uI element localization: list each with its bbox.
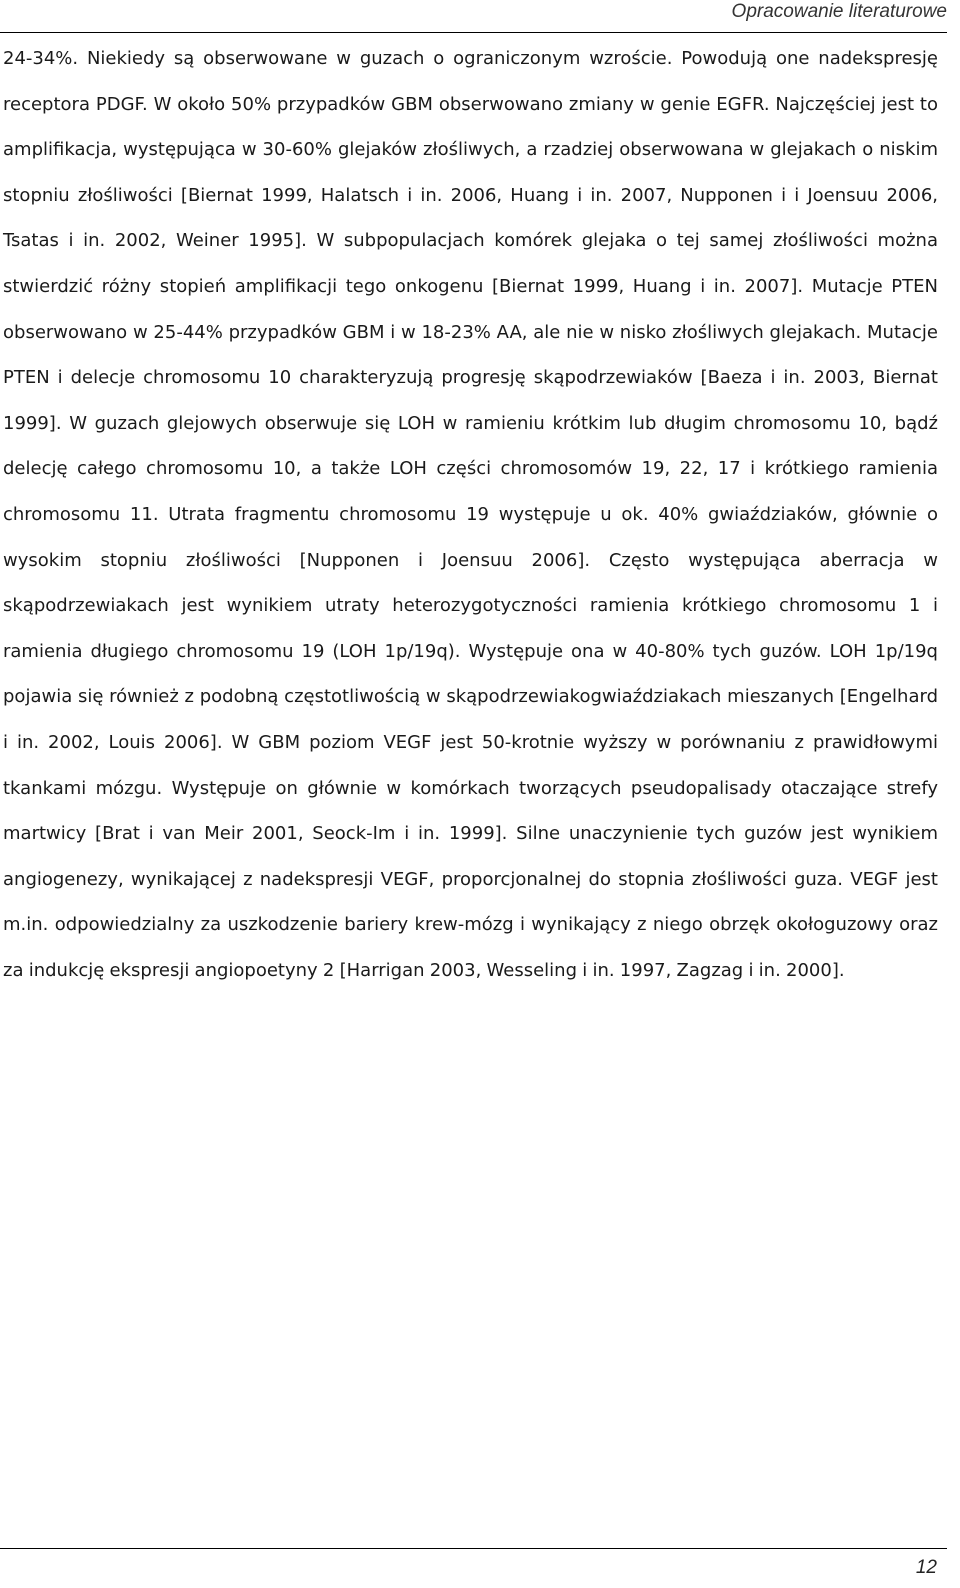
page-header <box>0 0 947 33</box>
main-paragraph <box>3 36 938 993</box>
running-header-title: Opracowanie literaturowe <box>731 1 947 22</box>
text-segment-3: Mutacje PTEN obserwowano w 25-44% przypadków GBM i w 18-23% AA, ale nie w nisko złośliwych glejakach. <box>3 275 938 343</box>
text-segment-13: VEGF jest m.in. odpowiedzialny za uszkodzenie bariery krew-mózg i wynikający z niego obrzęk okołoguzowy oraz za indukcję ekspresji angiopoetyny 2 [Harrigan 2003, Wesseling i in. 1997, Zagzag i in. 2000]. <box>3 868 938 981</box>
text-segment-9: LOH 1p/19q pojawia się również z podobną częstotliwością w skąpodrzewiakogwiaździakach mieszanych [Engelhard i in. 2002, Louis 2006]. <box>3 640 938 753</box>
text-segment-10: W GBM poziom VEGF jest 50-krotnie wyższy w porównaniu z prawidłowymi tkankami mózgu. <box>3 731 938 799</box>
page-number: 12 <box>915 1557 937 1578</box>
header-rule <box>0 32 947 33</box>
text-segment-7: Często występująca aberracja w skąpodrzewiakach jest wynikiem utraty heterozygotyczności ramienia krótkiego chromosomu 1 i ramienia długiego chromosomu 19 (LOH 1p/19q). <box>3 549 938 662</box>
text-segment-2: W subpopulacjach komórek glejaka o tej samej złośliwości można stwierdzić różny stopień amplifikacji tego onkogenu [Biernat 1999, Huang i in. 2007]. <box>3 230 938 297</box>
text-segment-1: 24-34%. Niekiedy są obserwowane w guzach o ograniczonym wzroście. Powodują one nadekspresję receptora PDGF. W około 50% przypadków GBM obserwowano zmiany w genie EGFR. Najczęściej jest to amplifikacja, występująca w 30-60% glejaków złośliwych, a rzadziej obserwowana w glejakach o niskim stopniu złośliwości [Biernat 1999, Halatsch i in. 2006, Huang i in. 2007, Nupponen i i Joensuu 2006, Tsatas i in. 2002, Weiner 1995]. <box>3 48 938 252</box>
text-segment-5: W guzach glejowych obserwuje się LOH w ramieniu krótkim lub długim chromosomu 10, bądź delecję całego chromosomu 10, a także LOH części chromosomów 19, 22, 17 i krótkiego ramienia chromosomu 11. <box>3 412 938 525</box>
text-segment-4: Mutacje PTEN i delecje chromosomu 10 charakteryzują progresję skąpodrzewiaków [Baeza i in. 2003, Biernat 1999]. <box>3 321 938 434</box>
text-segment-11: Występuje on głównie w komórkach tworzących pseudopalisady otaczające strefy martwicy [Brat i van Meir 2001, Seock-Im i in. 1999]. <box>3 777 938 845</box>
text-segment-6: Utrata fragmentu chromosomu 19 występuje u ok. 40% gwiaździaków, głównie o wysokim stopniu złośliwości [Nupponen i Joensuu 2006]. <box>3 503 938 571</box>
text-segment-12: Silne unaczynienie tych guzów jest wynikiem angiogenezy, wynikającej z nadekspresji VEGF, proporcjonalnej do stopnia złośliwości guza. <box>3 823 939 890</box>
text-segment-8: Występuje ona w 40-80% tych guzów. <box>468 640 822 662</box>
footer-rule <box>0 1548 947 1549</box>
